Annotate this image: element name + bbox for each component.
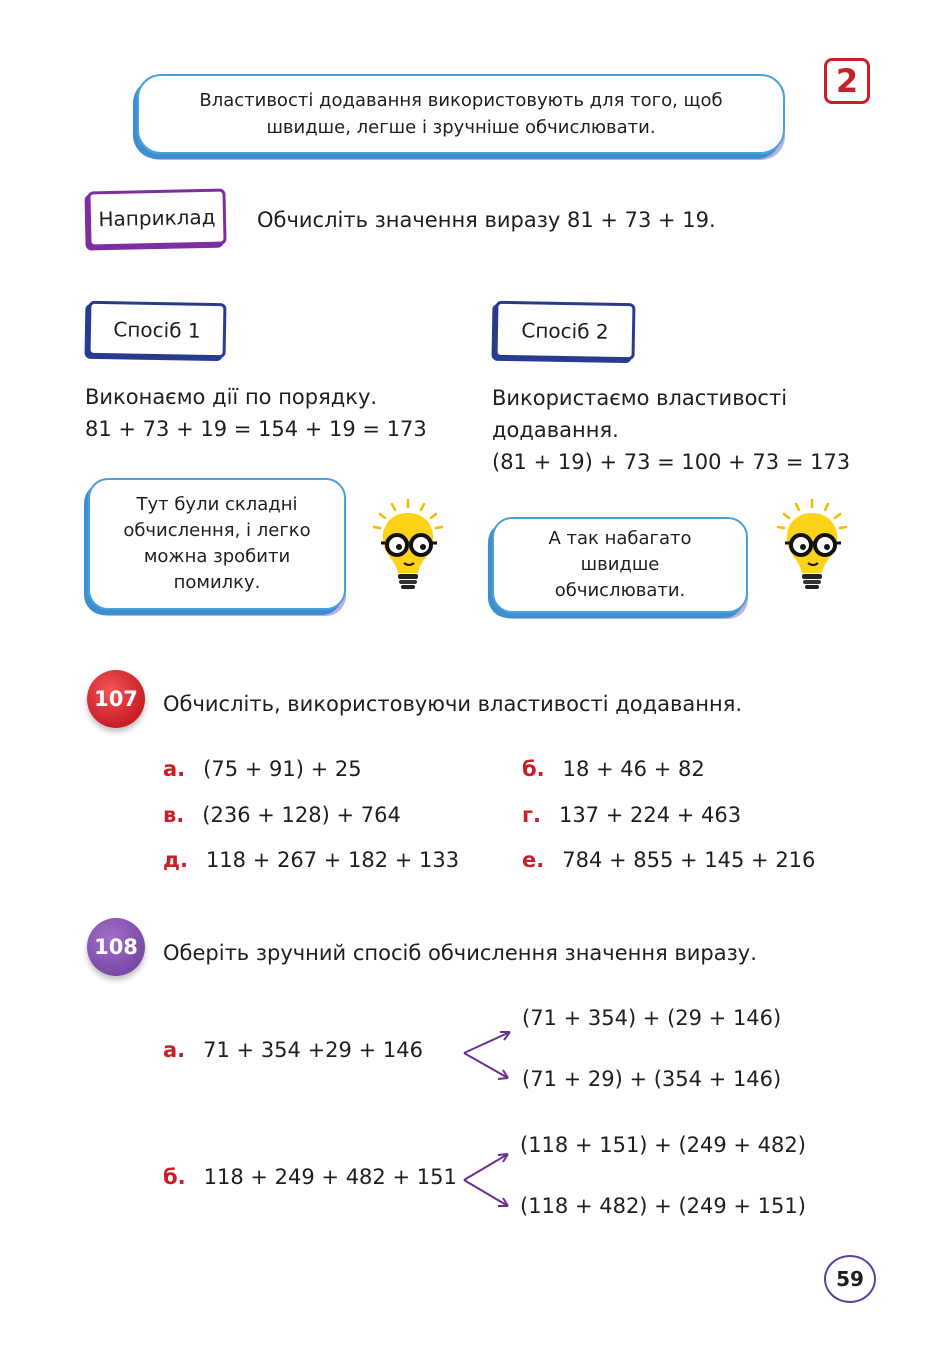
method2-line3: (81 + 19) + 73 = 100 + 73 = 173 <box>492 450 851 474</box>
lightbulb-glasses-icon <box>368 497 448 597</box>
exercise-107-item-d <box>163 848 459 872</box>
chapter-number-badge: 2 <box>824 58 870 104</box>
method2-speech-bubble: А так набагато швидше обчислювати. <box>492 517 748 613</box>
item-label: в. <box>163 803 185 827</box>
item-label: б. <box>163 1165 186 1189</box>
item-expression: 71 + 354 +29 + 146 <box>203 1038 423 1062</box>
item-expression: 137 + 224 + 463 <box>558 803 742 827</box>
method2-line2: додавання. <box>492 418 619 442</box>
arrow-icon <box>460 1026 520 1086</box>
method1-speech-bubble: Тут були складні обчислення, і легко можна зробити помилку. <box>88 478 346 610</box>
method1-tag: Спосіб 1 <box>88 301 227 358</box>
exercise-108-a-option2: (71 + 29) + (354 + 146) <box>522 1067 782 1091</box>
exercise-108-item-a <box>163 1038 423 1062</box>
item-expression: 118 + 267 + 182 + 133 <box>205 848 460 872</box>
page-number: 59 <box>824 1255 876 1303</box>
lightbulb-glasses-icon <box>772 497 852 597</box>
exercise-107-task: Обчисліть, використовуючи властивості додавання. <box>163 692 743 716</box>
rule-callout: Властивості додавання використовують для того, щоб швидше, легше і зручніше обчислювати. <box>137 74 785 154</box>
method2-tag: Спосіб 2 <box>495 301 636 360</box>
example-task: Обчисліть значення виразу 81 + 73 + 19. <box>257 208 716 232</box>
item-expression: 18 + 46 + 82 <box>562 757 705 781</box>
exercise-108-b-option2: (118 + 482) + (249 + 151) <box>520 1194 806 1218</box>
exercise-108-number: 108 <box>87 918 145 976</box>
item-expression: (236 + 128) + 764 <box>202 803 401 827</box>
exercise-108-a-option1: (71 + 354) + (29 + 146) <box>522 1006 782 1030</box>
example-tag: Наприклад <box>87 189 226 248</box>
exercise-107-item-e <box>522 848 815 872</box>
item-label: д. <box>163 848 188 872</box>
item-expression: 118 + 249 + 482 + 151 <box>203 1165 457 1189</box>
exercise-107-item-a <box>163 757 362 781</box>
method2-line1: Використаємо властивості <box>492 386 788 410</box>
exercise-108-task: Оберіть зручний спосіб обчислення значення виразу. <box>163 941 757 965</box>
item-label: а. <box>163 757 186 781</box>
arrow-icon <box>460 1150 520 1212</box>
exercise-107-item-h <box>522 803 741 827</box>
exercise-107-item-v <box>163 803 401 827</box>
item-expression: 784 + 855 + 145 + 216 <box>562 848 816 872</box>
item-label: б. <box>522 757 545 781</box>
item-label: г. <box>522 803 541 827</box>
exercise-107-item-b <box>522 757 705 781</box>
item-expression: (75 + 91) + 25 <box>203 757 362 781</box>
method1-line2: 81 + 73 + 19 = 154 + 19 = 173 <box>85 417 427 441</box>
exercise-107-number: 107 <box>87 670 145 728</box>
item-label: а. <box>163 1038 186 1062</box>
exercise-108-b-option1: (118 + 151) + (249 + 482) <box>520 1133 806 1157</box>
method1-line1: Виконаємо дії по порядку. <box>85 385 378 409</box>
item-label: е. <box>522 848 545 872</box>
exercise-108-item-b <box>163 1165 457 1189</box>
